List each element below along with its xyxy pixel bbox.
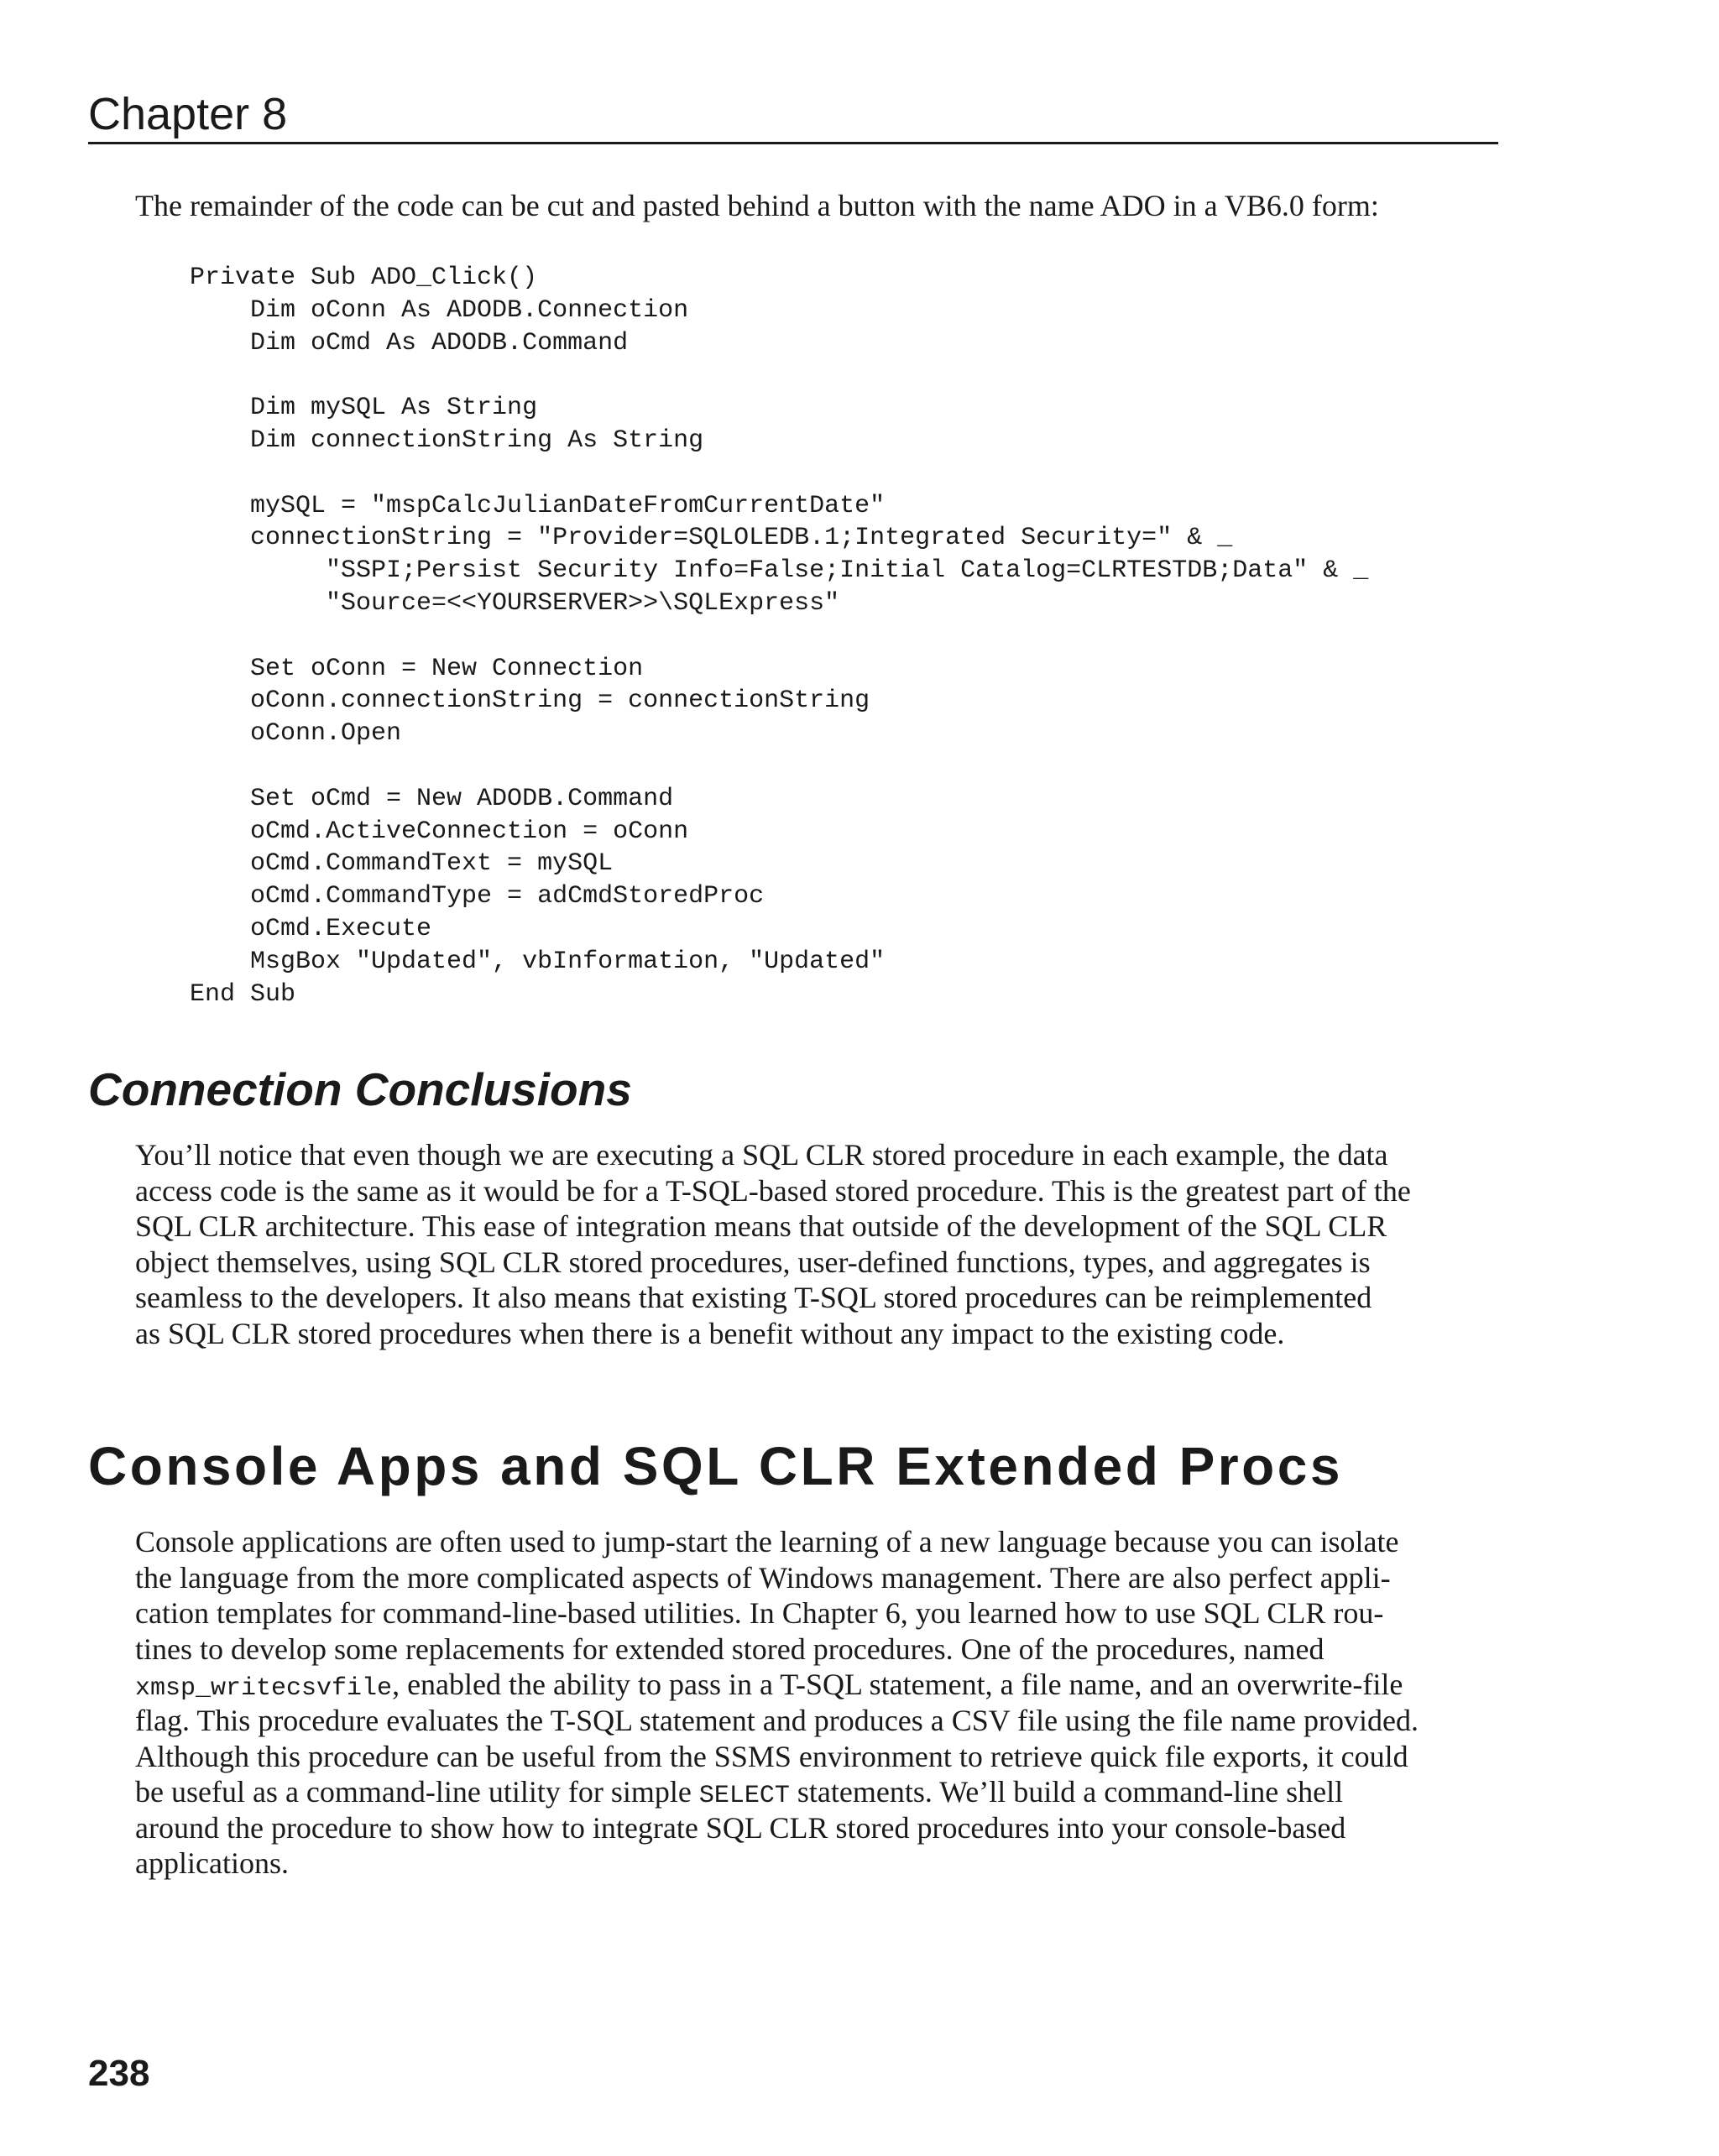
code-line: oCmd.Execute [190,914,432,943]
console-apps-paragraph [135,1524,1512,1882]
code-line: oCmd.ActiveConnection = oConn [190,817,689,846]
intro-paragraph: The remainder of the code can be cut and pasted behind a button with the name ADO in a VB6.0 form: [135,189,1379,222]
code-line: MsgBox "Updated", vbInformation, "Updated" [190,947,886,976]
chapter-title: Chapter 8 [88,89,288,139]
paragraph-line: object themselves, using SQL CLR stored procedures, user-defined functions, types, and aggregates is [135,1245,1371,1279]
code-line: "Source=<<YOURSERVER>>\SQLExpress" [190,588,840,618]
paragraph-line [135,1667,1512,1703]
paragraph-line: applications. [135,1846,289,1881]
code-line [190,359,1368,392]
page-number: 238 [88,2053,150,2094]
paragraph-line: access code is the same as it would be for a T-SQL-based stored procedure. This is the greatest part of the [135,1173,1411,1208]
code-line: Set oCmd = New ADODB.Command [190,784,674,813]
code-line: Set oConn = New Connection [190,654,644,683]
paragraph-text: , enabled the ability to pass in a T-SQL statement, a file name, and an overwrite-file [392,1668,1403,1702]
code-line: Dim oCmd As ADODB.Command [190,328,629,358]
inline-code-procedure-name: xmsp_writecsvfile [135,1674,393,1704]
paragraph-line [135,1774,1512,1810]
code-line [190,750,1368,783]
paragraph-text: be useful as a command-line utility for simple [135,1775,699,1809]
code-listing [190,262,1368,1010]
section-heading-console-apps: Console Apps and SQL CLR Extended Procs [88,1436,1343,1496]
paragraph-line: as SQL CLR stored procedures when there is a benefit without any impact to the existing code. [135,1316,1285,1350]
paragraph-line: tines to develop some replacements for extended stored procedures. One of the procedures, named [135,1631,1325,1666]
code-line: Dim mySQL As String [190,394,538,423]
running-head [88,87,1498,144]
code-line: Private Sub ADO_Click() [190,264,538,292]
paragraph-line: You’ll notice that even though we are executing a SQL CLR stored procedure in each example, the data [135,1138,1388,1172]
code-line: End Sub [190,979,296,1009]
code-line: oConn.connectionString = connectionString [190,686,870,716]
paragraph-text: statements. We’ll build a command-line shell [789,1775,1344,1809]
code-line: connectionString = "Provider=SQLOLEDB.1;Integrated Security=" & _ [190,524,1233,553]
section-heading-connection-conclusions: Connection Conclusions [88,1063,632,1115]
code-line: Dim oConn As ADODB.Connection [190,295,689,325]
code-line: "SSPI;Persist Security Info=False;Initial Catalog=CLRTESTDB;Data" & _ [190,556,1369,586]
conclusions-paragraph [135,1137,1512,1352]
paragraph-line: Console applications are often used to jump-start the learning of a new language because you can isolate [135,1525,1399,1558]
paragraph-line: SQL CLR architecture. This ease of integration means that outside of the development of the SQL CLR [135,1209,1387,1244]
paragraph-line: seamless to the developers. It also means that existing T-SQL stored procedures can be reimplemented [135,1281,1372,1315]
code-line: mySQL = "mspCalcJulianDateFromCurrentDate" [190,491,886,520]
code-line: oConn.Open [190,719,402,749]
inline-code-select: SELECT [698,1782,790,1811]
code-line [190,620,1368,653]
paragraph-line: the language from the more complicated aspects of Windows management. There are also perfect appli- [135,1560,1391,1595]
paragraph-line: Although this procedure can be useful from the SSMS environment to retrieve quick file exports, it could [135,1739,1408,1773]
code-line: oCmd.CommandType = adCmdStoredProc [190,882,765,911]
paragraph-line: cation templates for command-line-based utilities. In Chapter 6, you learned how to use SQL CLR rou- [135,1596,1384,1631]
code-line [190,457,1368,490]
code-line: oCmd.CommandText = mySQL [190,849,614,879]
paragraph-line: flag. This procedure evaluates the T-SQL statement and produces a CSV file using the file name provided. [135,1703,1419,1737]
code-line: Dim connectionString As String [190,425,704,455]
paragraph-line: around the procedure to show how to integrate SQL CLR stored procedures into your console-based [135,1810,1346,1845]
